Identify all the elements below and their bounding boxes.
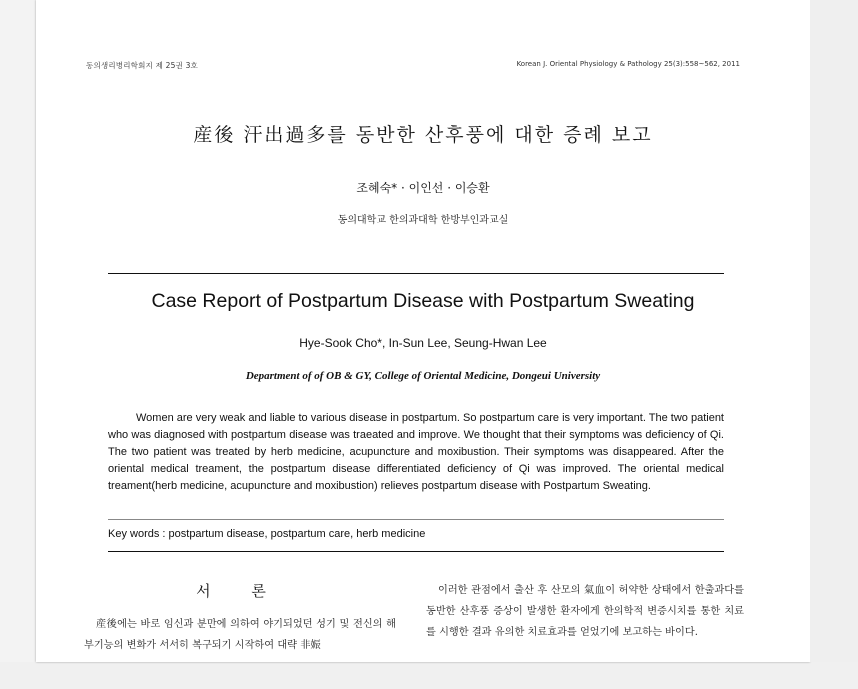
journal-header-english: Korean J. Oriental Physiology & Pathology 25(3):558~562, 2011 xyxy=(516,60,740,68)
left-column-paragraph: 産後에는 바로 임신과 분만에 의하여 야기되었던 성기 및 전신의 해부기능의 변화가 서서히 복구되기 시작하여 대략 非娠 xyxy=(84,619,396,651)
right-column-clip xyxy=(426,580,744,662)
right-column-paragraph: 이러한 관점에서 출산 후 산모의 氣血이 허약한 상태에서 한출과다를 동반한 산후풍 증상이 발생한 환자에게 한의학적 변증시치를 통한 치료를 시행한 결과 유의한 치료효과를 얻었기에 보고하는 바이다. xyxy=(426,585,744,638)
korean-title: 産後 汗出過多를 동반한 산후풍에 대한 증례 보고 xyxy=(193,124,653,146)
section-introduction-heading: 서 론 xyxy=(196,582,284,600)
right-column xyxy=(426,580,744,662)
abstract-text: Women are very weak and liable to various disease in postpartum. So postpartum care is very important. The two patient who was diagnosed with postpartum disease was traeated and improve. We thought that their symptoms was deficiency of Qi. The two patient was treated by herb medicine, acupuncture and moxibustion. Their symptoms was disappeared. After the oriental medical treament, the postpartum disease differentiated deficiency of Qi was improved. The oriental medical treament(herb medicine, acupuncture and moxibustion) relieves postpartum disease with Postpartum Sweating. xyxy=(108,412,724,492)
journal-header-korean: 동의생리병리학회지 제 25권 3호 xyxy=(86,61,199,70)
keywords: Key words : postpartum disease, postpartum care, herb medicine xyxy=(108,528,426,540)
korean-affiliation: 동의대학교 한의과대학 한방부인과교실 xyxy=(337,215,509,226)
viewer-scroll-gutter[interactable] xyxy=(810,0,858,662)
left-column xyxy=(84,580,396,689)
keywords-divider xyxy=(108,519,724,520)
english-affiliation: Department of of OB & GY, College of Oriental Medicine, Dongeui University xyxy=(245,370,601,382)
korean-authors: 조혜숙* · 이인선 · 이승환 xyxy=(356,181,490,195)
document-page xyxy=(36,0,810,662)
english-title: Case Report of Postpartum Disease with Postpartum Sweating xyxy=(151,290,695,312)
abstract-bottom-divider xyxy=(108,551,724,552)
left-column-clip xyxy=(84,614,396,689)
english-authors: Hye-Sook Cho*, In-Sun Lee, Seung-Hwan Lee xyxy=(299,336,547,350)
top-divider xyxy=(108,273,724,274)
